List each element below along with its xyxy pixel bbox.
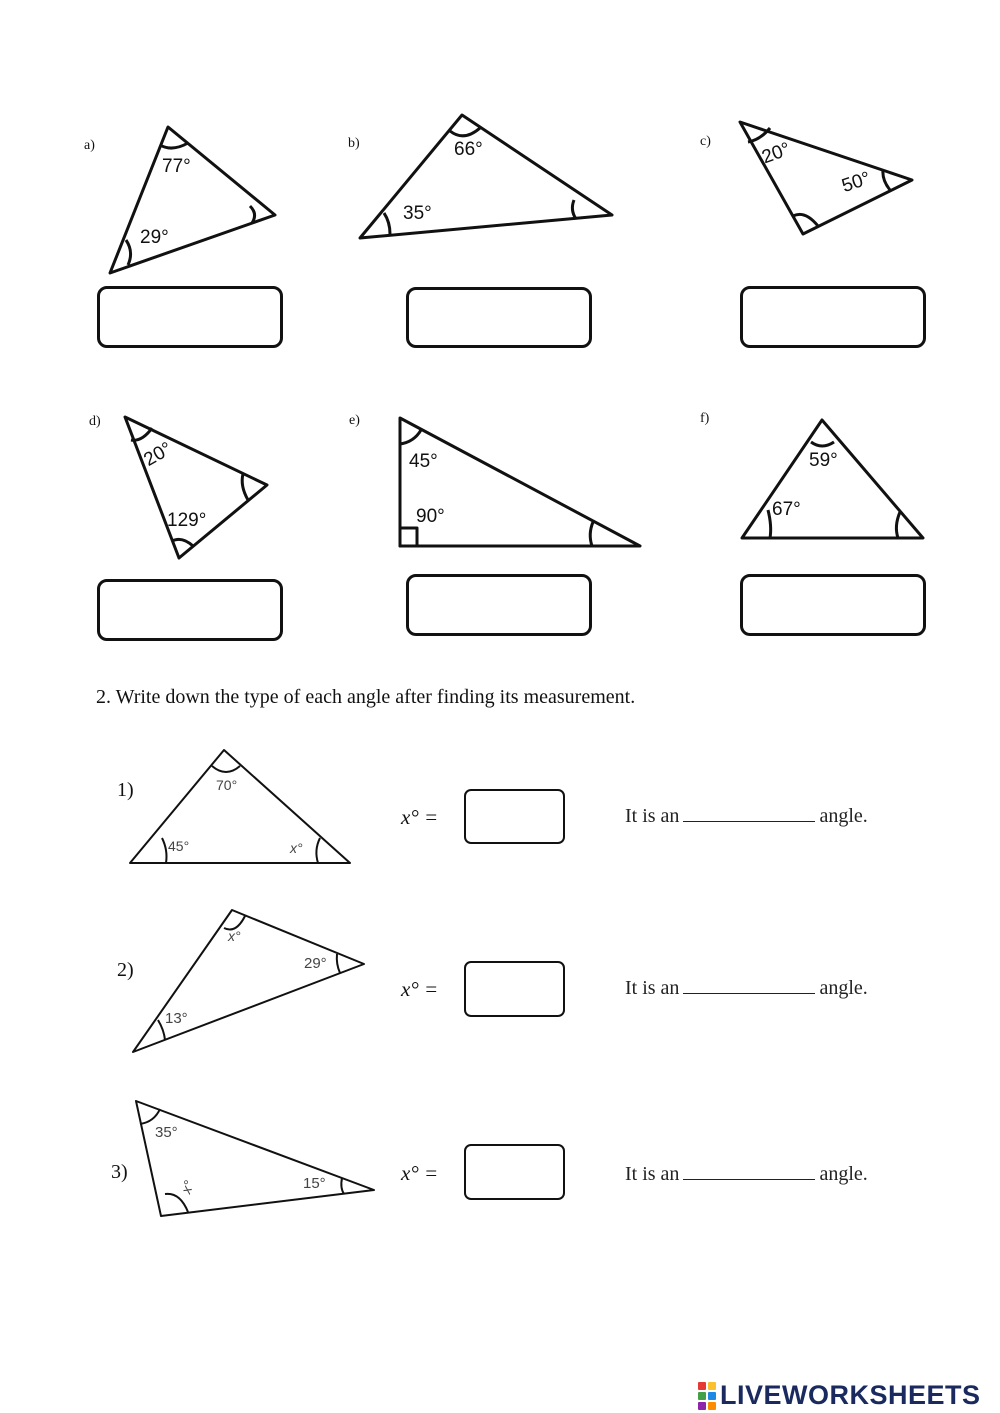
angle-label: 29° (304, 955, 327, 972)
triangle-letter: c) (700, 134, 711, 149)
angle-arc (126, 240, 131, 265)
sentence (625, 805, 868, 828)
answer-box-f[interactable] (740, 574, 926, 636)
answer-box-x-1[interactable] (464, 789, 565, 844)
angle-label: 35° (403, 203, 432, 224)
triangle-b (360, 115, 612, 238)
sentence (625, 1163, 868, 1186)
part2-instruction: 2. Write down the type of each angle after finding its measurement. (96, 686, 636, 708)
angle-label: 29° (140, 227, 169, 248)
angle-label: x° (290, 840, 303, 856)
answer-box-x-2[interactable] (464, 961, 565, 1017)
angle-arc (896, 512, 900, 538)
angle-arc (450, 128, 480, 136)
item-number: 3) (111, 1161, 128, 1183)
angle-label: 59° (809, 450, 838, 471)
sentence-start: It is an (625, 1163, 680, 1185)
answer-box-c[interactable] (740, 286, 926, 348)
angle-label: 15° (303, 1175, 326, 1192)
sentence-end: angle. (819, 805, 868, 827)
angle-arc (140, 1109, 160, 1124)
triangle-d (125, 417, 267, 558)
angle-arc (337, 954, 340, 973)
angle-arc (162, 838, 167, 863)
answer-box-b[interactable] (406, 287, 592, 348)
angle-label: 20° (140, 438, 176, 471)
angle-label: 45° (409, 451, 438, 472)
answer-box-a[interactable] (97, 286, 283, 348)
angle-arc (212, 766, 240, 772)
angle-arc (316, 838, 320, 863)
triangle-q2-3 (136, 1101, 374, 1216)
answer-box-d[interactable] (97, 579, 283, 641)
equation-label: x° = (401, 1161, 439, 1185)
sentence (625, 977, 868, 1000)
angle-label: 90° (416, 506, 445, 527)
angle-arc (158, 1020, 165, 1040)
angle-arc (160, 143, 188, 148)
triangle-letter: d) (89, 414, 101, 429)
equation-label: x° = (401, 805, 439, 829)
angle-label: 35° (155, 1124, 178, 1141)
angle-arc (384, 213, 390, 234)
angle-arc (572, 200, 576, 219)
angle-label: 13° (165, 1010, 188, 1027)
footer-logo (698, 1380, 981, 1411)
brand-name: LIVEWORKSHEETS (720, 1380, 981, 1410)
answer-blank-1[interactable] (683, 805, 815, 822)
sentence-end: angle. (819, 977, 868, 999)
triangle-a (110, 127, 275, 273)
angle-label: x° (228, 928, 241, 944)
item-number: 1) (117, 779, 134, 801)
angle-arc (165, 1194, 188, 1212)
triangle-q2-2 (133, 910, 364, 1052)
answer-box-e[interactable] (406, 574, 592, 636)
equation-label: x° = (401, 977, 439, 1001)
angle-label: 20° (759, 138, 794, 169)
angle-label: 129° (167, 510, 207, 531)
answer-blank-2[interactable] (683, 977, 815, 994)
triangle-letter: a) (84, 138, 95, 153)
triangle-c (740, 122, 912, 234)
angle-arc (768, 510, 771, 538)
answer-box-x-3[interactable] (464, 1144, 565, 1200)
angle-arc (590, 522, 593, 546)
logo-icon (698, 1382, 716, 1410)
angle-label: 45° (168, 838, 190, 854)
angle-arc (341, 1178, 344, 1194)
right-angle-mark (400, 528, 417, 546)
angle-label: 77° (162, 156, 191, 177)
triangle-letter: e) (349, 413, 360, 428)
sentence-start: It is an (625, 805, 680, 827)
angle-label: 70° (216, 777, 238, 793)
answer-blank-3[interactable] (683, 1163, 815, 1180)
angle-label: 67° (772, 499, 801, 520)
angle-arc (748, 128, 770, 142)
triangle-letter: f) (700, 411, 710, 426)
angle-arc (242, 474, 248, 500)
item-number: 2) (117, 959, 134, 981)
angle-arc (400, 430, 421, 444)
sentence-end: angle. (819, 1163, 868, 1185)
sentence-start: It is an (625, 977, 680, 999)
angle-label: x° (177, 1178, 197, 1196)
angle-arc (811, 442, 834, 446)
triangle-letter: b) (348, 136, 360, 151)
angle-label: 50° (839, 168, 874, 197)
angle-label: 66° (454, 139, 483, 160)
angle-arc (250, 206, 255, 223)
